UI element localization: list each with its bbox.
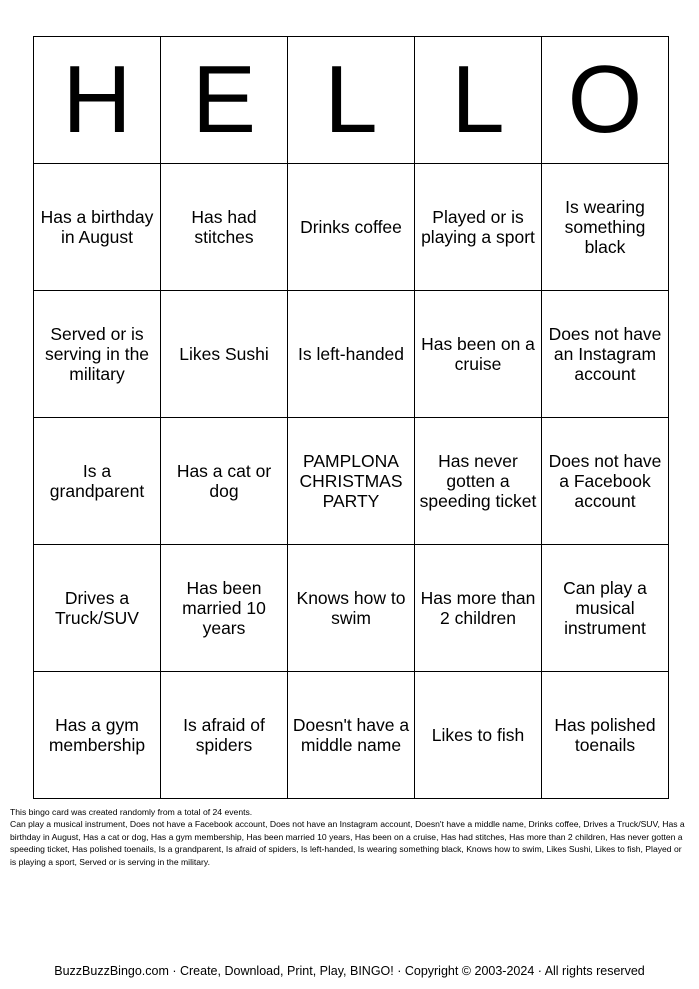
header-letter-l: L: [288, 37, 415, 164]
bingo-cell: Knows how to swim: [288, 545, 415, 672]
bingo-cell: Has a birthday in August: [34, 164, 161, 291]
bingo-cell: Does not have a Facebook account: [542, 418, 669, 545]
bingo-cell: Has polished toenails: [542, 672, 669, 799]
bingo-cell: Drinks coffee: [288, 164, 415, 291]
bingo-row: [34, 164, 669, 291]
bingo-cell: Does not have an Instagram account: [542, 291, 669, 418]
bingo-row: [34, 545, 669, 672]
header-letter-l: L: [415, 37, 542, 164]
card-info-note: [10, 806, 690, 868]
bingo-cell: Has a cat or dog: [161, 418, 288, 545]
bingo-row: [34, 672, 669, 799]
header-letter-e: E: [161, 37, 288, 164]
bingo-cell: Drives a Truck/SUV: [34, 545, 161, 672]
bingo-cell: Has never gotten a speeding ticket: [415, 418, 542, 545]
bingo-cell: Can play a musical instrument: [542, 545, 669, 672]
bingo-cell: Has more than 2 children: [415, 545, 542, 672]
bingo-cell: Has been married 10 years: [161, 545, 288, 672]
site-footer: BuzzBuzzBingo.com · Create, Download, Print, Play, BINGO! · Copyright © 2003-2024 · All rights reserved: [54, 964, 645, 978]
bingo-cell: Likes Sushi: [161, 291, 288, 418]
bingo-row: [34, 291, 669, 418]
bingo-cell: Has had stitches: [161, 164, 288, 291]
bingo-cell: Played or is playing a sport: [415, 164, 542, 291]
bingo-cell: Has been on a cruise: [415, 291, 542, 418]
bingo-cell: Doesn't have a middle name: [288, 672, 415, 799]
card-events-list: Can play a musical instrument, Does not have a Facebook account, Does not have an Instagram account, Doesn't have a middle name, Drinks coffee, Drives a Truck/SUV, Has a birthday in August, Has a cat or dog, Has a gym membership, Has been married 10 years, Has been on a cruise, Has had stitches, Has more than 2 children, Has never gotten a speeding ticket, Has polished toenails, Is a grandparent, Is afraid of spiders, Is left-handed, Is wearing something black, Knows how to swim, Likes Sushi, Likes to fish, Played or is playing a sport, Served or is serving in the military.: [10, 819, 685, 867]
bingo-card: [33, 36, 669, 799]
bingo-cell: Is wearing something black: [542, 164, 669, 291]
header-row: [34, 37, 669, 164]
bingo-row: [34, 418, 669, 545]
bingo-cell: Is a grandparent: [34, 418, 161, 545]
header-letter-o: O: [542, 37, 669, 164]
card-info-intro: This bingo card was created randomly from a total of 24 events.: [10, 807, 253, 817]
bingo-cell: Is left-handed: [288, 291, 415, 418]
header-letter-h: H: [34, 37, 161, 164]
bingo-cell: Is afraid of spiders: [161, 672, 288, 799]
bingo-cell: Served or is serving in the military: [34, 291, 161, 418]
bingo-cell: Has a gym membership: [34, 672, 161, 799]
bingo-cell: Likes to fish: [415, 672, 542, 799]
bingo-free-cell: PAMPLONA CHRISTMAS PARTY: [288, 418, 415, 545]
